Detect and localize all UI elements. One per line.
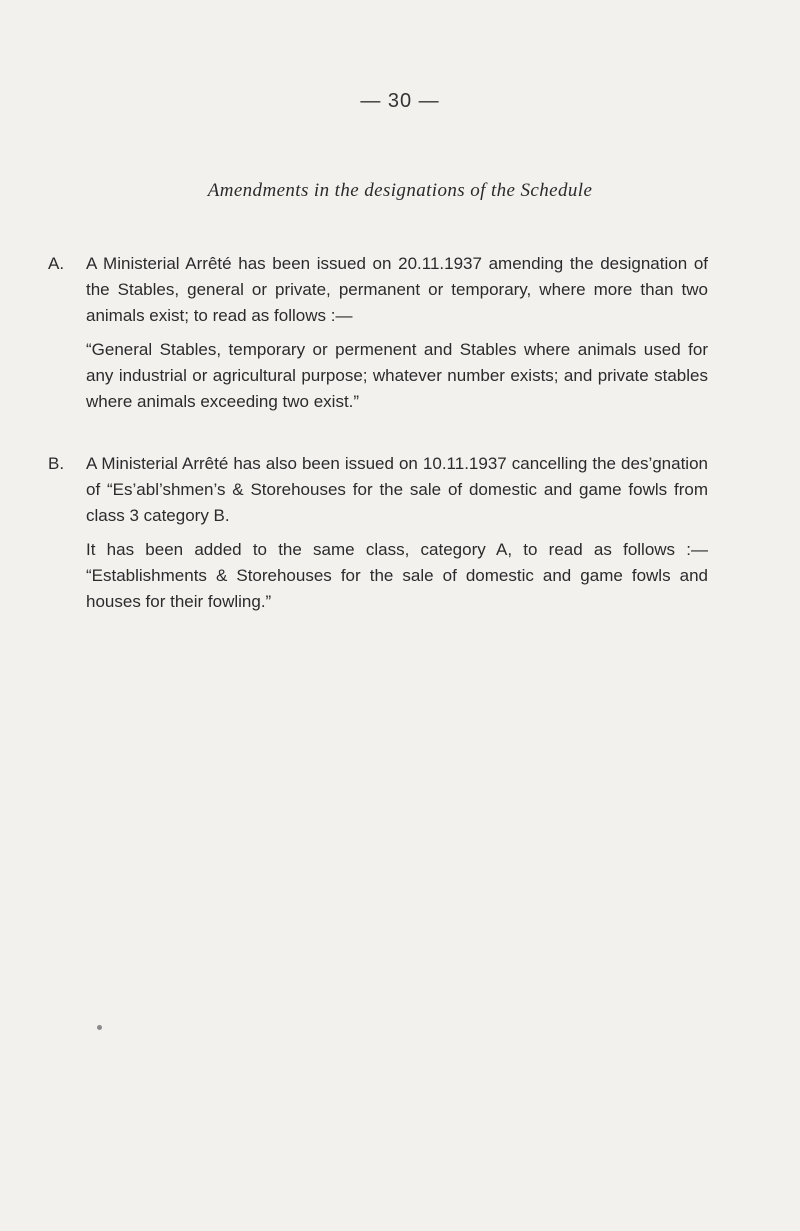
paper-speck	[97, 1025, 102, 1030]
amendment-section-a	[48, 251, 708, 415]
section-body	[86, 451, 708, 615]
section-marker: A.	[48, 254, 65, 273]
page-number: — 30 —	[360, 90, 440, 112]
section-marker: B.	[48, 454, 65, 473]
amendment-section-b	[48, 451, 708, 615]
paragraph: A Ministerial Arrêté has been issued on 20.11.1937 amending the designation of the Stables, general or private, permanent or temporary, where more than two animals exist; to read as follows :—	[86, 254, 708, 325]
paragraph: A Ministerial Arrêté has also been issued on 10.11.1937 cancelling the des’gnation of “Es’abl’shmen’s & Storehouses for the sale of domestic and game fowls from class 3 category B.	[86, 454, 708, 525]
paragraph: It has been added to the same class, category A, to read as follows :— “Establishments & Storehouses for the sale of domestic and game fowls and houses for their fowling.”	[86, 540, 708, 611]
section-body	[86, 251, 708, 415]
quoted-paragraph: “General Stables, temporary or permenent and Stables where animals used for any industrial or agricultural purpose; whatever number exists; and private stables where animals exceeding two exist.”	[86, 340, 708, 411]
section-heading: Amendments in the designations of the Schedule	[207, 180, 593, 201]
